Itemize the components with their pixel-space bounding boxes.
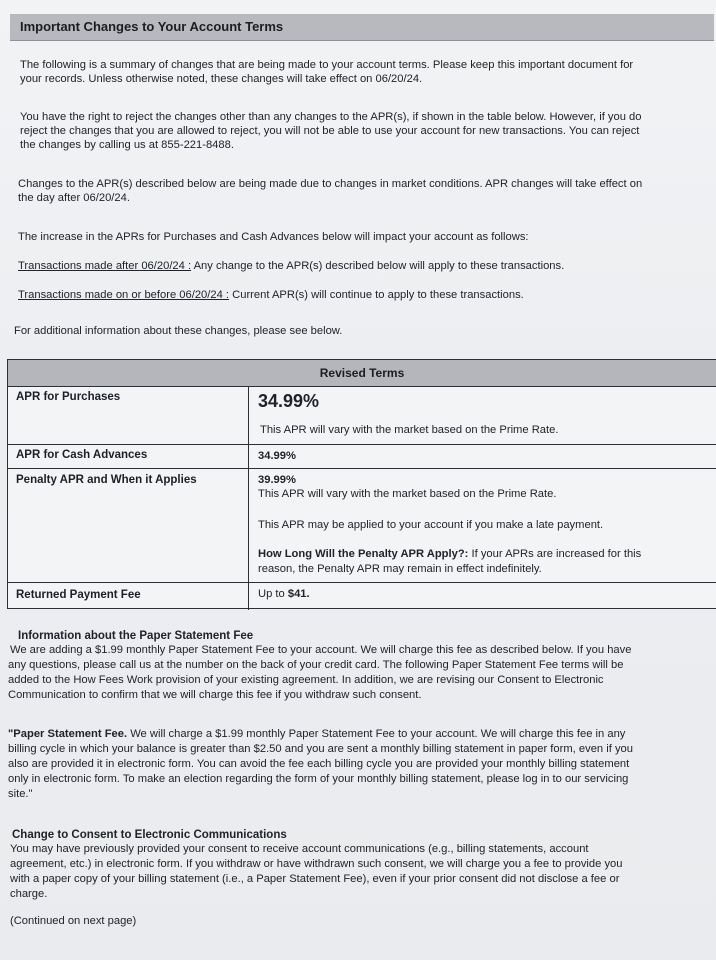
penalty-how-long-line2: reason, the Penalty APR may remain in effect indefinitely. <box>258 563 542 575</box>
paper-fee-quote-line5: site." <box>8 788 33 800</box>
paper-fee-line3: added to the How Fees Work provision of your existing agreement. In addition, we are revising our Consent to Electronic <box>8 674 604 686</box>
row-divider <box>8 444 716 445</box>
table-header <box>8 360 716 387</box>
purchases-rate: 34.99% <box>258 391 320 411</box>
purchases-label: APR for Purchases <box>16 391 121 403</box>
intro-p2-line2: reject the changes that you are allowed to reject, you will not be able to use your account for new transactions. You can reject <box>20 125 640 137</box>
paper-fee-quote-line3: also are provided it in electronic form. You can avoid the fee each billing cycle you are provided your monthly billing statement <box>8 758 630 770</box>
consent-line1: You may have previously provided your consent to receive account communications (e.g., billing statements, account <box>10 843 589 855</box>
after-transactions-row <box>18 260 564 274</box>
consent-line2: agreement, etc.) in electronic form. If you withdraw or have withdrawn such consent, we will charge you a fee to provide you <box>10 858 623 870</box>
intro-p3-line2: the day after 06/20/24. <box>18 192 130 204</box>
page-title: Important Changes to Your Account Terms <box>20 19 284 34</box>
paper-fee-quote-text: We will charge a $1.99 monthly Paper Statement Fee to your account. We will charge this fee in any <box>127 728 626 740</box>
purchases-note: This APR will vary with the market based on the Prime Rate. <box>260 424 559 436</box>
intro-p2-line3: the changes by calling us at 855-221-8488. <box>20 139 234 151</box>
penalty-note-prime: This APR will vary with the market based on the Prime Rate. <box>258 488 557 500</box>
after-transactions-text: Any change to the APR(s) described below will apply to these transactions. <box>193 260 565 272</box>
intro-p2-line1: You have the right to reject the changes other than any changes to the APR(s), if shown in the table below. However, if you do <box>20 111 642 123</box>
returned-payment-value: $41. <box>287 588 310 600</box>
consent-line4: charge. <box>10 888 48 900</box>
returned-payment-prefix: Up to <box>258 588 285 600</box>
paper-fee-quote-line1 <box>8 728 625 742</box>
consent-line3: with a paper copy of your billing statement (i.e., a Paper Statement Fee), even if your prior consent did not disclose a fee or <box>10 873 620 885</box>
row-divider <box>8 582 716 583</box>
penalty-how-long-question: How Long Will the Penalty APR Apply?: <box>258 548 469 560</box>
paper-fee-quote-line4: only in electronic form. To make an election regarding the form of your monthly billing statement, please log in to our servicing <box>8 773 629 785</box>
consent-heading: Change to Consent to Electronic Communications <box>12 829 287 841</box>
table-header-label: Revised Terms <box>319 366 405 380</box>
intro-p4: The increase in the APRs for Purchases and Cash Advances below will impact your account as follows: <box>18 231 529 243</box>
intro-p5: For additional information about these changes, please see below. <box>14 325 343 337</box>
cash-advances-rate: 34.99% <box>258 450 296 462</box>
column-divider <box>248 386 249 610</box>
paper-fee-line1: We are adding a $1.99 monthly Paper Statement Fee to your account. We will charge this fee as described below. If you have <box>10 644 632 656</box>
penalty-how-long-answer: If your APRs are increased for this <box>471 548 642 560</box>
after-transactions-label: Transactions made after 06/20/24 : <box>18 260 192 272</box>
paper-fee-heading: Information about the Paper Statement Fee <box>18 630 254 642</box>
intro-p3-line1: Changes to the APR(s) described below are being made due to changes in market conditions. APR changes will take effect on <box>18 178 643 190</box>
returned-payment-label: Returned Payment Fee <box>16 589 141 601</box>
continued-note: (Continued on next page) <box>10 915 137 927</box>
before-transactions-text: Current APR(s) will continue to apply to these transactions. <box>232 289 524 301</box>
header-bar <box>10 14 714 41</box>
intro-p1-line2: your records. Unless otherwise noted, these changes will take effect on 06/20/24. <box>20 73 423 85</box>
before-transactions-label: Transactions made on or before 06/20/24 : <box>18 289 230 301</box>
paper-fee-line4: Communication to confirm that we will charge this fee if you withdraw such consent. <box>8 689 422 701</box>
paper-fee-quote-bold: "Paper Statement Fee. <box>8 728 128 740</box>
penalty-apr-rate: 39.99% <box>258 474 296 486</box>
returned-payment-value-row <box>258 588 310 602</box>
paper-fee-line2: any questions, please call us at the number on the back of your credit card. The following Paper Statement Fee terms will be <box>8 659 624 671</box>
before-transactions-row <box>18 289 524 303</box>
penalty-apr-label: Penalty APR and When it Applies <box>16 474 197 486</box>
intro-p1-line1: The following is a summary of changes that are being made to your account terms. Please keep this important document for <box>20 59 634 71</box>
penalty-how-long-line1 <box>258 548 641 562</box>
penalty-note-late: This APR may be applied to your account if you make a late payment. <box>258 519 604 531</box>
row-divider <box>8 468 716 469</box>
paper-fee-quote-line2: billing cycle in which your balance is greater than $2.50 and you are sent a monthly billing statement in paper form, even if you <box>8 743 633 755</box>
cash-advances-label: APR for Cash Advances <box>16 449 148 461</box>
revised-terms-table <box>7 359 716 609</box>
